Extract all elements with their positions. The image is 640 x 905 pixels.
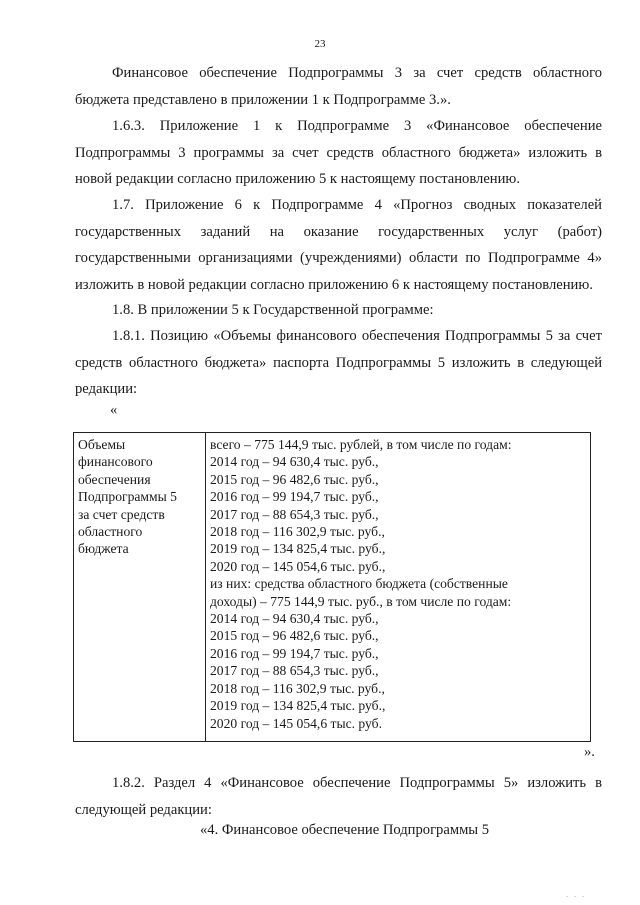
label-line: обеспечения xyxy=(78,471,151,487)
value-line: 2017 год – 88 654,3 тыс. руб., xyxy=(210,506,379,522)
value-line: 2020 год – 145 054,6 тыс. руб., xyxy=(210,558,386,574)
label-line: бюджета xyxy=(78,541,129,557)
table-value-cell xyxy=(206,433,591,742)
value-line: 2017 год – 88 654,3 тыс. руб., xyxy=(210,663,379,679)
paragraph-1-8-2: 1.8.2. Раздел 4 «Финансовое обеспечение Подпрограммы 5» изложить в следующей редакции: xyxy=(75,775,602,818)
page-number: 23 xyxy=(314,38,326,50)
value-line: 2018 год – 116 302,9 тыс. руб., xyxy=(210,680,385,696)
scan-marks: . . . xyxy=(566,890,586,899)
value-line: 2014 год – 94 630,4 тыс. руб., xyxy=(210,454,379,470)
value-line: 2016 год – 99 194,7 тыс. руб., xyxy=(210,489,379,505)
value-line: 2020 год – 145 054,6 тыс. руб. xyxy=(210,715,382,731)
value-line: 2015 год – 96 482,6 тыс. руб., xyxy=(210,471,379,487)
paragraph-text: Финансовое обеспечение Подпрограммы 3 за счет средств областного бюджета представлено в приложении 1 к Подпрограмме 3.». xyxy=(75,65,602,108)
paragraph-1-8: 1.8. В приложении 5 к Государственной программе: xyxy=(112,302,434,318)
value-line: 2016 год – 99 194,7 тыс. руб., xyxy=(210,645,379,661)
paragraph-1-6-3: 1.6.3. Приложение 1 к Подпрограмме 3 «Финансовое обеспечение Подпрограммы 3 программы за счет средств областного бюджета» изложить в новой редакции согласно приложению 5 к настоящему постановлению. xyxy=(75,118,602,187)
value-line: доходы) – 775 144,9 тыс. руб., в том числе по годам: xyxy=(210,593,512,609)
label-line: областного xyxy=(78,524,143,540)
paragraph-funding-subprogram-3 xyxy=(75,60,602,113)
value-line: 2018 год – 116 302,9 тыс. руб., xyxy=(210,524,385,540)
value-line: 2015 год – 96 482,6 тыс. руб., xyxy=(210,628,379,644)
value-line: 2019 год – 134 825,4 тыс. руб., xyxy=(210,541,386,557)
section-4-heading: «4. Финансовое обеспечение Подпрограммы 5 xyxy=(200,822,490,838)
opening-quote: « xyxy=(110,402,118,418)
paragraph-1-8-1: 1.8.1. Позицию «Объемы финансового обеспечения Подпрограммы 5 за счет средств областного бюджета» паспорта Подпрограммы 5 изложить в следующей редакции: xyxy=(75,328,602,397)
label-line: финансового xyxy=(78,454,153,470)
value-line: 2014 год – 94 630,4 тыс. руб., xyxy=(210,611,379,627)
label-line: Подпрограммы 5 xyxy=(78,489,177,505)
funding-table xyxy=(73,432,591,742)
table-row xyxy=(74,433,591,742)
label-line: за счет средств xyxy=(78,506,165,522)
label-line: Объемы xyxy=(78,437,126,452)
value-line: 2019 год – 134 825,4 тыс. руб., xyxy=(210,698,386,714)
value-line: из них: средства областного бюджета (собственные xyxy=(210,576,508,592)
paragraph-1-7: 1.7. Приложение 6 к Подпрограмме 4 «Прогноз сводных показателей государственных заданий на оказание государственных услуг (работ) государственными организациями (учреждениями) области по Подпрограмме 4» изложить в новой редакции согласно приложению 6 к настоящему постановлению. xyxy=(75,197,602,293)
closing-quote: ». xyxy=(584,744,595,760)
value-line: всего – 775 144,9 тыс. рублей, в том числе по годам: xyxy=(210,437,512,452)
table-label-cell xyxy=(74,433,206,742)
